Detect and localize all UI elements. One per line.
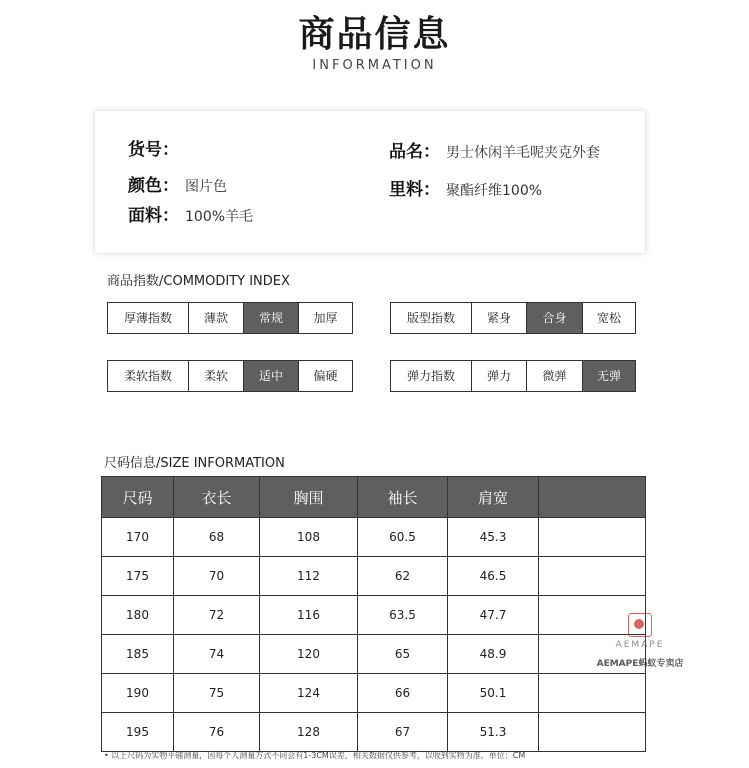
watermark-brand: AEMAPE: [615, 640, 665, 650]
header-length: 衣长: [174, 477, 260, 518]
cell-sleeve: 62: [358, 557, 448, 596]
cell-size: 190: [102, 674, 174, 713]
thickness-option-selected: 常规: [243, 303, 298, 333]
color-label: 颜色：: [128, 176, 179, 196]
cell-length: 75: [174, 674, 260, 713]
cell-length: 70: [174, 557, 260, 596]
cell-sleeve: 65: [358, 635, 448, 674]
item-no-label: 货号：: [128, 140, 179, 160]
cell-sleeve: 67: [358, 713, 448, 752]
name-label: 品名：: [389, 142, 440, 162]
fit-index-name: 版型指数: [406, 311, 455, 325]
cell-blank: [539, 713, 646, 752]
header-shoulder: 肩宽: [448, 477, 539, 518]
info-name: [389, 137, 600, 162]
header-sleeve: 袖长: [358, 477, 448, 518]
product-info-box: [95, 111, 645, 253]
measurement-footnote: • 以上尺码为实物平铺测量，因每个人测量方式不同会有1-3CM误差，相关数据仅供参考，以收到实物为准。单位：CM: [104, 751, 526, 760]
softness-index-name: 柔软指数: [123, 369, 172, 383]
table-row: [102, 557, 646, 596]
table-row: [102, 635, 646, 674]
table-row: [102, 674, 646, 713]
fit-option: 紧身: [471, 303, 526, 333]
elasticity-option: 弹力: [471, 361, 526, 391]
header-blank: [539, 477, 646, 518]
fabric-value: 100%羊毛: [185, 209, 254, 225]
size-table-header-row: [102, 477, 646, 518]
lining-value: 聚酯纤维100%: [446, 183, 543, 199]
info-fabric: [128, 201, 253, 226]
softness-option: 柔软: [188, 361, 243, 391]
softness-index: [107, 360, 353, 392]
thickness-option: 薄款: [188, 303, 243, 333]
header-chest: 胸围: [260, 477, 358, 518]
thickness-option: 加厚: [298, 303, 352, 333]
elasticity-option-selected: 无弹: [582, 361, 635, 391]
cell-sleeve: 66: [358, 674, 448, 713]
cell-shoulder: 45.3: [448, 518, 539, 557]
page-title: 商品信息: [298, 14, 451, 55]
cell-length: 74: [174, 635, 260, 674]
cell-length: 68: [174, 518, 260, 557]
elasticity-option: 微弹: [526, 361, 582, 391]
cell-size: 170: [102, 518, 174, 557]
cell-size: 185: [102, 635, 174, 674]
table-row: [102, 713, 646, 752]
cell-size: 195: [102, 713, 174, 752]
elasticity-index-name: 弹力指数: [406, 369, 455, 383]
brand-logo-icon: [628, 613, 652, 637]
fabric-label: 面料：: [128, 206, 179, 226]
cell-blank: [539, 557, 646, 596]
thickness-index-name: 厚薄指数: [123, 311, 172, 325]
lining-label: 里料：: [389, 180, 440, 200]
cell-size: 175: [102, 557, 174, 596]
info-color: [128, 171, 227, 196]
shop-watermark: [590, 613, 690, 669]
cell-sleeve: 60.5: [358, 518, 448, 557]
cell-length: 76: [174, 713, 260, 752]
cell-chest: 120: [260, 635, 358, 674]
page-subtitle: INFORMATION: [312, 58, 437, 73]
softness-option-selected: 适中: [243, 361, 298, 391]
thickness-index: [107, 302, 353, 334]
info-item-no: [128, 135, 185, 160]
info-lining: [389, 175, 542, 200]
cell-chest: 124: [260, 674, 358, 713]
size-info-heading: 尺码信息/SIZE INFORMATION: [104, 456, 285, 471]
cell-shoulder: 47.7: [448, 596, 539, 635]
fit-index: [390, 302, 636, 334]
cell-sleeve: 63.5: [358, 596, 448, 635]
elasticity-index: [390, 360, 636, 392]
watermark-shop: AEMAPE蚂蚁专卖店: [596, 659, 684, 669]
fit-option: 宽松: [582, 303, 635, 333]
table-row: [102, 596, 646, 635]
cell-size: 180: [102, 596, 174, 635]
cell-blank: [539, 674, 646, 713]
cell-shoulder: 50.1: [448, 674, 539, 713]
cell-length: 72: [174, 596, 260, 635]
header-size: 尺码: [102, 477, 174, 518]
name-value: 男士休闲羊毛呢夹克外套: [446, 145, 600, 161]
size-table: [101, 476, 646, 752]
cell-blank: [539, 518, 646, 557]
table-row: [102, 518, 646, 557]
cell-shoulder: 51.3: [448, 713, 539, 752]
cell-chest: 116: [260, 596, 358, 635]
color-value: 图片色: [185, 179, 227, 195]
cell-chest: 108: [260, 518, 358, 557]
cell-shoulder: 46.5: [448, 557, 539, 596]
commodity-index-heading: 商品指数/COMMODITY INDEX: [107, 274, 290, 289]
softness-option: 偏硬: [298, 361, 352, 391]
cell-chest: 112: [260, 557, 358, 596]
cell-chest: 128: [260, 713, 358, 752]
cell-shoulder: 48.9: [448, 635, 539, 674]
fit-option-selected: 合身: [526, 303, 582, 333]
